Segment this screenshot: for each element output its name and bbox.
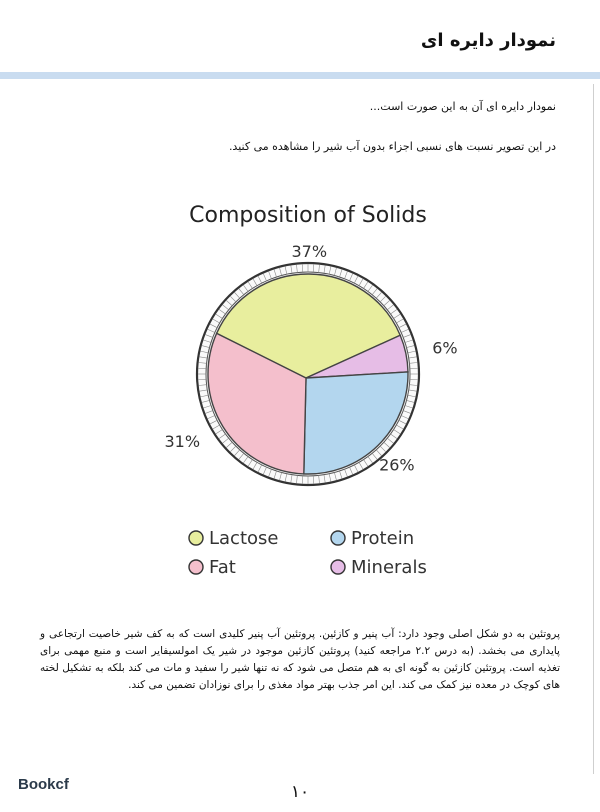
legend-swatch-fat (189, 560, 203, 574)
legend-label-minerals: Minerals (351, 557, 427, 578)
publisher-logo: Bookcf (18, 776, 69, 793)
slice-label-lactose: 37% (291, 242, 328, 262)
chart-title: Composition of Solids (189, 203, 427, 228)
pie-chart (0, 180, 600, 600)
legend-label-fat: Fat (209, 557, 236, 578)
slice-label-fat: 31% (164, 431, 201, 451)
legend-swatch-protein (331, 531, 345, 545)
page-title: نمودار دایره ای (420, 30, 556, 51)
chart-legend (189, 528, 427, 578)
page-header (0, 0, 600, 72)
body-paragraph: پروتئین به دو شکل اصلی وجود دارد: آب پنیر و کازئین. پروتئین آب پنیر کلیدی است که به کف شیر خاصیت ارتجاعی و پایداری می بخشد. (به درس ۲.۲ مراجعه کنید) پروتئین کازئین موجود در شیر یک امولسیفایر است و منبع مهمی برای تغذیه است. پروتئین کازئین به گونه ای به هم متصل می شود که نه تنها شیر را سفید و مات می کند بلکه به تشکیل لخته های کوچک در معده نیز کمک می کند. این امر جذب بهتر مواد مغذی را برای نوزادان تضمین می کند. (40, 628, 560, 691)
page-number: ۱۰ (290, 782, 310, 802)
legend-label-protein: Protein (351, 528, 415, 549)
legend-label-lactose: Lactose (209, 528, 279, 549)
intro-line-1: نمودار دایره ای آن به این صورت است... (369, 100, 556, 113)
legend-swatch-lactose (189, 531, 203, 545)
slice-label-protein: 26% (379, 455, 415, 475)
slice-label-minerals: 6% (432, 338, 458, 358)
header-divider (0, 72, 600, 79)
legend-swatch-minerals (331, 560, 345, 574)
intro-line-2: در این تصویر نسبت های نسبی اجزاء بدون آب شیر را مشاهده می کنید. (228, 140, 556, 153)
